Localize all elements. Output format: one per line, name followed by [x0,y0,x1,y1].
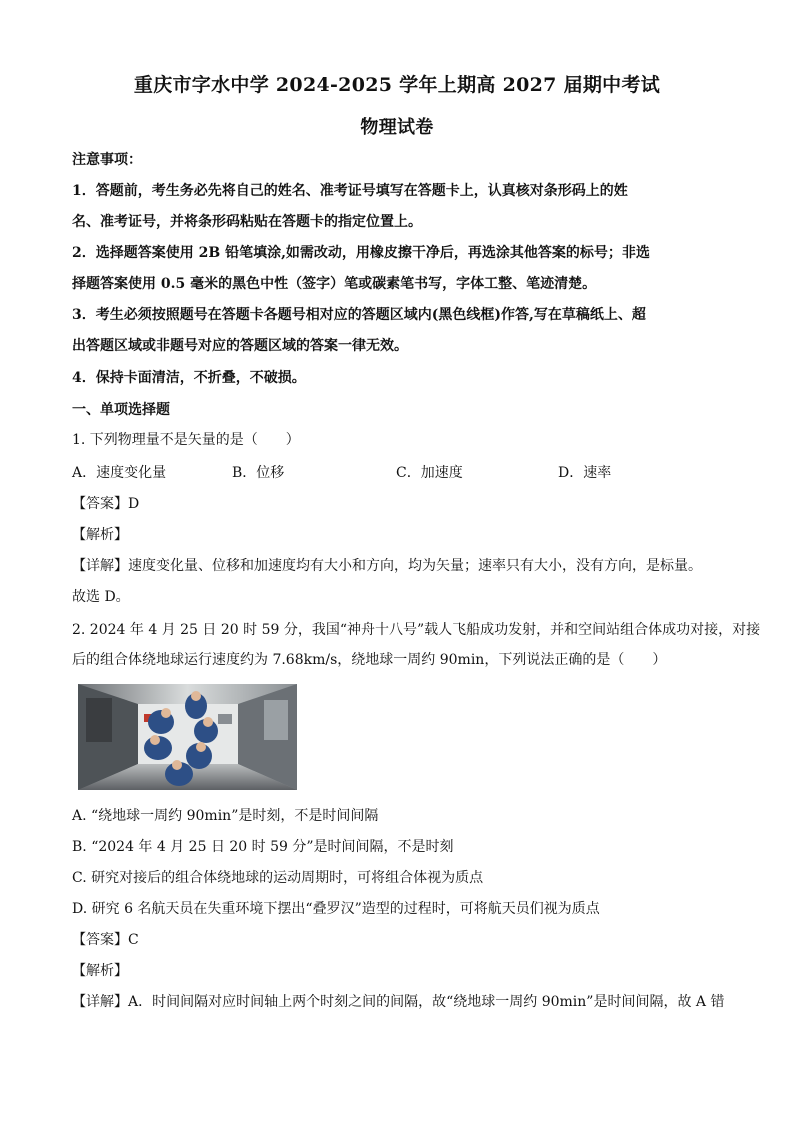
notice-line: 择题答案使用 0.5 毫米的黑色中性（签字）笔或碳素笔书写，字体工整、笔迹清楚。 [72,276,597,292]
question-2-stem: 后的组合体绕地球运行速度约为 7.68km/s，绕地球一周约 90min，下列说法正确的是（ ） [72,652,667,668]
q1-option-c: C．加速度 [396,465,463,481]
astronauts-photo [78,684,297,790]
section-heading: 一、单项选择题 [72,402,170,418]
question-2-stem: 2. 2024 年 4 月 25 日 20 时 59 分，我国“神舟十八号”载人飞船成功发射，并和空间站组合体成功对接，对接 [72,622,761,638]
q2-detail-line: 【详解】A．时间间隔对应时间轴上两个时刻之间的间隔，故“绕地球一周约 90min”是时间间隔，故 A 错 [72,994,725,1010]
q1-answer: 【答案】D [72,496,140,512]
q2-option-b: B. “2024 年 4 月 25 日 20 时 59 分”是时间间隔，不是时刻 [72,839,454,855]
q1-detail-line: 故选 D。 [72,589,130,605]
q1-option-d: D．速率 [558,465,612,481]
notice-line: 4．保持卡面清洁，不折叠，不破损。 [72,370,306,386]
q2-answer: 【答案】C [72,932,139,948]
q1-detail-line: 【详解】速度变化量、位移和加速度均有大小和方向，均为矢量；速率只有大小，没有方向，是标量。 [72,558,702,574]
q1-option-a: A．速度变化量 [72,465,167,481]
notice-line: 3．考生必须按照题号在答题卡各题号相对应的答题区域内(黑色线框)作答,写在草稿纸上、超 [72,307,646,323]
q2-option-c: C. 研究对接后的组合体绕地球的运动周期时，可将组合体视为质点 [72,870,484,886]
q2-option-d: D. 研究 6 名航天员在失重环境下摆出“叠罗汉”造型的过程时，可将航天员们视为质点 [72,901,600,917]
exam-subtitle: 物理试卷 [360,117,434,138]
notice-line: 名、准考证号，并将条形码粘贴在答题卡的指定位置上。 [72,214,422,230]
q1-option-b: B．位移 [232,465,285,481]
q2-option-a: A. “绕地球一周约 90min”是时刻，不是时间间隔 [72,808,379,824]
question-1-stem: 1. 下列物理量不是矢量的是（ ） [72,432,300,448]
q2-analysis-label: 【解析】 [72,963,128,979]
q1-analysis-label: 【解析】 [72,527,128,543]
notice-line: 2．选择题答案使用 2B 铅笔填涂,如需改动，用橡皮擦干净后，再选涂其他答案的标号；非选 [72,245,650,261]
exam-title: 重庆市字水中学 2024-2025 学年上期高 2027 届期中考试 [133,74,661,96]
notice-line: 1．答题前，考生务必先将自己的姓名、准考证号填写在答题卡上，认真核对条形码上的姓 [72,183,628,199]
notice-line: 出答题区域或非题号对应的答题区域的答案一律无效。 [72,338,408,354]
notice-heading: 注意事项： [72,152,142,168]
